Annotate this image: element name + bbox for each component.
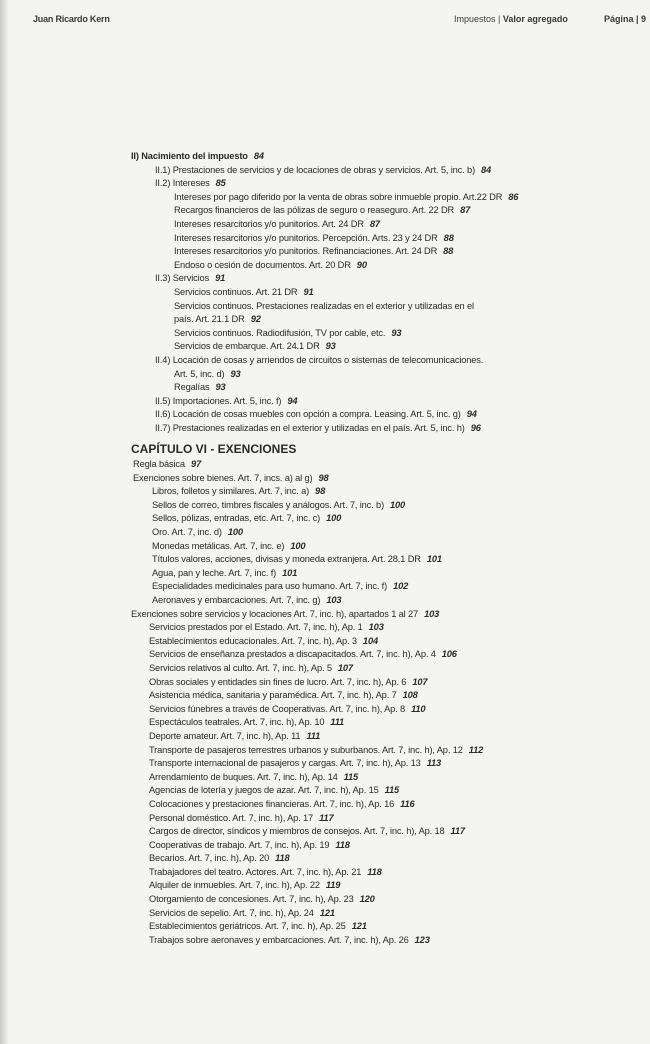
toc-entry-text: Art. 5, inc. d) xyxy=(174,368,225,379)
toc-entry[interactable] xyxy=(131,526,551,540)
toc-entry-text: Intereses resarcitorios y/o punitorios. Art. 24 DR xyxy=(174,218,364,229)
toc-entry[interactable] xyxy=(131,744,551,758)
toc-page-number: 98 xyxy=(318,472,329,483)
toc-entry[interactable] xyxy=(131,232,551,246)
toc-page-number: 111 xyxy=(330,717,345,728)
toc-page-number: 84 xyxy=(481,164,492,175)
toc-entry[interactable] xyxy=(131,286,551,300)
toc-entry-text: Regla básica xyxy=(133,459,185,470)
toc-page-number: 123 xyxy=(414,934,430,945)
header-author: Juan Ricardo Kern xyxy=(33,14,110,24)
toc-entry-text: II.6) Locación de cosas muebles con opción a compra. Leasing. Art. 5, inc. g) xyxy=(155,409,461,420)
toc-entry[interactable] xyxy=(131,839,551,853)
toc-entry[interactable] xyxy=(131,512,551,526)
toc-page-number: 106 xyxy=(441,649,457,660)
toc-page-number: 117 xyxy=(319,812,334,823)
toc-entry-text: Servicios continuos. Prestaciones realizadas en el exterior y utilizadas en el xyxy=(174,300,474,311)
toc-entry-text: Deporte amateur. Art. 7, inc. h), Ap. 11 xyxy=(149,730,301,741)
toc-entry-text: Servicios de enseñanza prestados a discapacitados. Art. 7, inc. h), Ap. 4 xyxy=(149,649,436,660)
header-section xyxy=(454,14,568,24)
toc-entry-text: Otorgamiento de concesiones. Art. 7, inc. h), Ap. 23 xyxy=(149,894,354,905)
toc-section-title: II) Nacimiento del impuesto xyxy=(131,151,248,161)
toc-entry[interactable] xyxy=(131,245,551,259)
toc-entry-text: Endoso o cesión de documentos. Art. 20 DR xyxy=(174,259,351,270)
toc-page-number: 111 xyxy=(306,730,321,741)
toc-page-number: 110 xyxy=(411,703,426,714)
page-gutter-shadow xyxy=(0,0,8,1044)
header-section-title: Valor agregado xyxy=(502,14,568,24)
toc-page-number: 107 xyxy=(412,676,428,687)
toc-entry-text: Trabajadores del teatro. Actores. Art. 7, inc. h), Ap. 21 xyxy=(149,866,362,877)
toc-entry-text: Regalías xyxy=(174,382,210,393)
toc-entry-text: Servicios continuos. Radiodifusión, TV por cable, etc. xyxy=(174,327,386,338)
toc-entry-text: Intereses resarcitorios y/o punitorios. Percepción. Arts. 23 y 24 DR xyxy=(174,232,438,243)
toc-page-number: 104 xyxy=(362,635,378,646)
toc-entry[interactable] xyxy=(131,934,551,948)
toc-entry[interactable] xyxy=(131,458,551,472)
toc-page-number: 117 xyxy=(450,826,465,837)
toc-entry-text: Transporte de pasajeros terrestres urbanos y suburbanos. Art. 7, inc. h), Ap. 12 xyxy=(149,744,463,755)
toc-entry[interactable] xyxy=(131,191,551,205)
toc-page-number: 118 xyxy=(335,839,350,850)
running-header xyxy=(0,14,650,30)
toc-entry-text: Cargos de director, síndicos y miembros de consejos. Art. 7, inc. h), Ap. 18 xyxy=(149,826,445,837)
toc-page-number: 93 xyxy=(230,368,241,379)
toc-entry[interactable] xyxy=(131,354,551,368)
toc-entry-text: Títulos valores, acciones, divisas y moneda extranjera. Art. 28.1 DR xyxy=(152,554,421,565)
toc-page-number: 93 xyxy=(325,341,336,352)
toc-entry[interactable] xyxy=(131,472,551,486)
toc-page-number: 112 xyxy=(468,744,484,755)
toc-page-number: 98 xyxy=(315,486,326,497)
toc-entry[interactable] xyxy=(131,340,551,354)
toc-entry[interactable] xyxy=(131,879,551,893)
toc-page-number: 118 xyxy=(367,866,382,877)
toc-entry-text: Alquiler de inmuebles. Art. 7, inc. h), Ap. 22 xyxy=(149,880,320,891)
toc-page-number: 108 xyxy=(402,690,418,701)
toc-page-number: 101 xyxy=(282,567,298,578)
toc-page-number: 96 xyxy=(470,422,481,433)
toc-entry[interactable] xyxy=(131,368,551,382)
toc-entry[interactable] xyxy=(131,177,551,191)
toc-entry[interactable] xyxy=(131,540,551,554)
toc-entry[interactable] xyxy=(131,676,551,690)
toc-page-number: 88 xyxy=(443,232,454,243)
toc-page-number: 94 xyxy=(287,395,298,406)
toc-page-number: 103 xyxy=(326,595,342,605)
toc-entry[interactable] xyxy=(131,259,551,273)
toc-page-number: 86 xyxy=(508,191,519,202)
toc-entry-text: Arrendamiento de buques. Art. 7, inc. h), Ap. 14 xyxy=(149,771,338,782)
toc-page-number: 97 xyxy=(190,459,201,470)
toc-page-number: 103 xyxy=(368,622,384,633)
toc-entry[interactable] xyxy=(131,920,551,934)
toc-page-number: 88 xyxy=(443,246,454,257)
toc-entry[interactable] xyxy=(131,499,551,513)
toc-page-number: 100 xyxy=(290,540,306,551)
toc-entry[interactable] xyxy=(131,866,551,880)
toc-entry-text: Agencias de lotería y juegos de azar. Art. 7, inc. h), Ap. 15 xyxy=(149,785,379,796)
toc-entry-text: Establecimientos educacionales. Art. 7, inc. h), Ap. 3 xyxy=(149,635,357,646)
toc-entry[interactable] xyxy=(131,757,551,771)
toc-entry-text: Transporte internacional de pasajeros y cargas. Art. 7, inc. h), Ap. 13 xyxy=(149,758,421,769)
toc-page-number: 93 xyxy=(391,327,402,338)
toc-entry-text: Libros, folletos y similares. Art. 7, inc. a) xyxy=(152,486,310,497)
table-of-contents xyxy=(131,150,551,947)
toc-page-number: 100 xyxy=(326,513,342,524)
toc-page-number: 92 xyxy=(250,314,261,325)
toc-entry-text: II.1) Prestaciones de servicios y de locaciones de obras y servicios. Art. 5, inc. b) xyxy=(155,164,476,175)
toc-entry-text: Becarios. Art. 7, inc. h), Ap. 20 xyxy=(149,853,270,864)
toc-entry[interactable] xyxy=(131,798,551,812)
toc-page-number: 107 xyxy=(337,662,353,673)
toc-entry[interactable] xyxy=(131,567,551,581)
toc-page-number: 87 xyxy=(369,218,380,229)
toc-page-number: 87 xyxy=(460,205,471,216)
toc-page-number: 90 xyxy=(356,259,367,270)
toc-entry-text: II.4) Locación de cosas y arriendos de circuitos o sistemas de telecomunicaciones. xyxy=(155,354,484,365)
toc-entry-text: Servicios de sepelio. Art. 7, inc. h), Ap. 24 xyxy=(149,907,314,918)
toc-page-number: 100 xyxy=(227,527,243,538)
toc-entry[interactable] xyxy=(131,703,551,717)
toc-entry[interactable] xyxy=(131,272,551,286)
toc-entry-text: Trabajos sobre aeronaves y embarcaciones. Art. 7, inc. h), Ap. 26 xyxy=(149,934,409,945)
toc-entry-text: Monedas metálicas. Art. 7, inc. e) xyxy=(152,540,285,551)
toc-page-number: 115 xyxy=(343,771,359,782)
toc-page-number: 118 xyxy=(275,853,290,864)
toc-entry-text: Colocaciones y prestaciones financieras. Art. 7, inc. h), Ap. 16 xyxy=(149,798,395,809)
toc-section-heading[interactable] xyxy=(131,150,551,164)
toc-entry[interactable] xyxy=(131,218,551,232)
toc-page-number: 119 xyxy=(325,880,341,891)
toc-entry[interactable] xyxy=(131,395,551,409)
toc-entry[interactable] xyxy=(131,422,551,436)
toc-part-ii-list xyxy=(131,164,551,436)
toc-entry[interactable] xyxy=(131,327,551,341)
toc-page-number: 103 xyxy=(424,608,440,619)
toc-entry-text: II.7) Prestaciones realizadas en el exterior y utilizadas en el país. Art. 5, inc. h) xyxy=(155,422,465,433)
toc-page-number: 85 xyxy=(215,178,226,189)
toc-entry[interactable] xyxy=(131,852,551,866)
toc-entry[interactable] xyxy=(131,300,551,314)
toc-page-number: 100 xyxy=(390,499,406,510)
toc-entry-text: Exenciones sobre bienes. Art. 7, incs. a) al g) xyxy=(133,472,313,483)
toc-page-number: 121 xyxy=(319,907,335,918)
toc-page-number: 91 xyxy=(215,273,226,284)
toc-entry-text: Intereses resarcitorios y/o punitorios. Refinanciaciones. Art. 24 DR xyxy=(174,246,438,257)
toc-entry-text: Exenciones sobre servicios y locaciones Art. 7, inc. h), apartados 1 al 27 xyxy=(131,608,419,619)
toc-entry[interactable] xyxy=(131,730,551,744)
toc-entry-text: Servicios de embarque. Art. 24.1 DR xyxy=(174,341,320,352)
toc-entry-text: Aeronaves y embarcaciones. Art. 7, inc. g) xyxy=(152,595,321,605)
toc-entry-text: Espectáculos teatrales. Art. 7, inc. h), Ap. 10 xyxy=(149,717,325,728)
chapter-title[interactable]: CAPÍTULO VI - EXENCIONES xyxy=(131,442,297,457)
toc-entry[interactable] xyxy=(131,381,551,395)
toc-entry-text: Agua, pan y leche. Art. 7, inc. f) xyxy=(152,567,277,578)
toc-entry[interactable] xyxy=(131,621,551,635)
toc-entry-text: II.5) Importaciones. Art. 5, inc. f) xyxy=(155,395,282,406)
toc-entry[interactable] xyxy=(131,580,551,594)
toc-chapter-vi-list xyxy=(131,458,551,947)
toc-page-number: 116 xyxy=(400,798,415,809)
toc-entry[interactable] xyxy=(131,716,551,730)
toc-entry[interactable] xyxy=(131,662,551,676)
toc-entry[interactable] xyxy=(131,635,551,649)
toc-page-number: 93 xyxy=(215,382,226,393)
toc-entry[interactable] xyxy=(131,648,551,662)
toc-entry-text: Servicios relativos al culto. Art. 7, inc. h), Ap. 5 xyxy=(149,662,332,673)
toc-entry[interactable] xyxy=(131,825,551,839)
header-page-number: 9 xyxy=(641,14,647,24)
toc-entry[interactable] xyxy=(131,784,551,798)
toc-entry-text: Oro. Art. 7, inc. d) xyxy=(152,527,222,538)
header-page-label: Página | xyxy=(604,14,639,24)
toc-entry-text: II.3) Servicios xyxy=(155,273,210,284)
toc-entry[interactable] xyxy=(131,907,551,921)
toc-entry-text: II.2) Intereses xyxy=(155,178,210,189)
toc-page-number: 91 xyxy=(303,286,314,297)
toc-entry-text: Especialidades medicinales para uso humano. Art. 7, inc. f) xyxy=(152,581,388,592)
toc-entry-text: Servicios prestados por el Estado. Art. 7, inc. h), Ap. 1 xyxy=(149,622,363,633)
toc-entry[interactable] xyxy=(131,408,551,422)
toc-entry-text: Servicios continuos. Art. 21 DR xyxy=(174,286,298,297)
toc-entry-text: Sellos, pólizas, entradas, etc. Art. 7, inc. c) xyxy=(152,513,321,524)
toc-entry[interactable] xyxy=(131,594,551,608)
toc-page-number: 115 xyxy=(384,785,399,796)
toc-entry[interactable] xyxy=(131,204,551,218)
toc-entry[interactable] xyxy=(131,553,551,567)
toc-entry[interactable] xyxy=(131,164,551,178)
toc-entry-text: Servicios fúnebres a través de Cooperativas. Art. 7, inc. h), Ap. 8 xyxy=(149,703,406,714)
toc-entry[interactable] xyxy=(131,608,551,622)
toc-entry[interactable] xyxy=(131,313,551,327)
toc-entry-text: Personal doméstico. Art. 7, inc. h), Ap. 17 xyxy=(149,812,314,823)
toc-entry-text: país. Art. 21.1 DR xyxy=(174,314,245,325)
header-section-prefix: Impuestos | xyxy=(454,14,501,24)
toc-entry[interactable] xyxy=(131,485,551,499)
toc-entry[interactable] xyxy=(131,812,551,826)
toc-page-number: 101 xyxy=(426,554,442,565)
toc-page-number: 113 xyxy=(426,758,442,769)
toc-page-number: 94 xyxy=(466,409,477,420)
toc-entry-text: Obras sociales y entidades sin fines de lucro. Art. 7, inc. h), Ap. 6 xyxy=(149,676,407,687)
toc-entry-text: Intereses por pago diferido por la venta de obras sobre inmueble propio. Art.22 DR xyxy=(174,191,503,202)
toc-page-number: 84 xyxy=(253,151,264,161)
toc-entry[interactable] xyxy=(131,771,551,785)
toc-entry-text: Sellos de correo, timbres fiscales y análogos. Art. 7, inc. b) xyxy=(152,499,385,510)
toc-page-number: 102 xyxy=(393,581,409,592)
toc-entry[interactable] xyxy=(131,689,551,703)
header-page xyxy=(604,14,646,24)
toc-entry[interactable] xyxy=(131,893,551,907)
toc-page-number: 120 xyxy=(359,894,375,905)
toc-page-number: 121 xyxy=(351,921,367,932)
toc-entry-text: Recargos financieros de las pólizas de seguro o reaseguro. Art. 22 DR xyxy=(174,205,455,216)
toc-entry-text: Establecimientos geriátricos. Art. 7, inc. h), Ap. 25 xyxy=(149,921,346,932)
toc-entry-text: Asistencia médica, sanitaria y paramédica. Art. 7, inc. h), Ap. 7 xyxy=(149,690,397,701)
toc-entry-text: Cooperativas de trabajo. Art. 7, inc. h), Ap. 19 xyxy=(149,839,330,850)
